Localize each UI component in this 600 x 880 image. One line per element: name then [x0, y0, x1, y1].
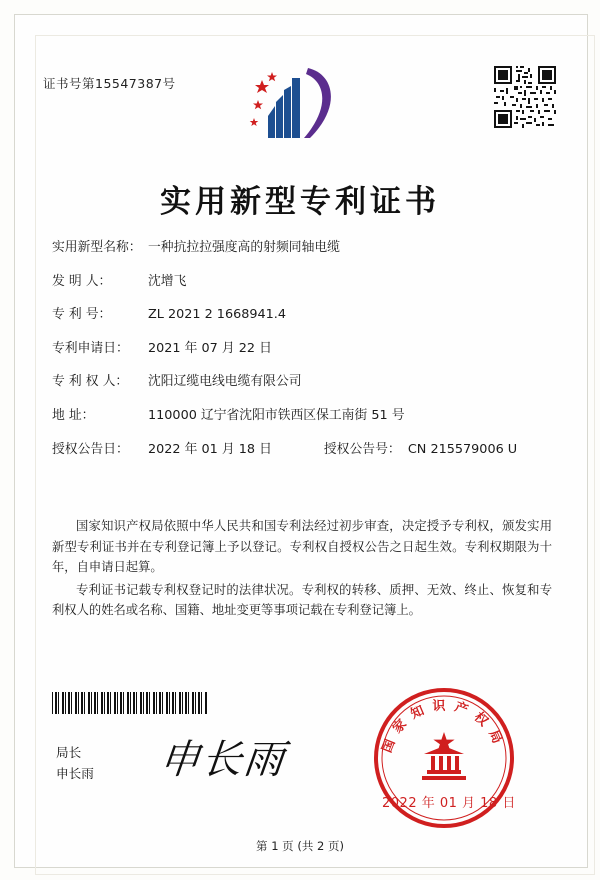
field-label: 发 明 人： [52, 273, 112, 289]
field-value: 沈阳辽缆电线电缆有限公司 [148, 374, 302, 390]
field-row-patentee [52, 374, 552, 390]
publication-no-label: 授权公告号： [323, 441, 401, 457]
field-value: 110000 辽宁省沈阳市铁西区保工南街 51 号 [148, 407, 405, 423]
field-label: 实用新型名称： [52, 240, 142, 255]
grant-date-label: 授权公告日： [52, 441, 129, 457]
director-title [56, 742, 94, 784]
field-label: 专利申请日： [52, 340, 129, 356]
field-label: 专 利 权 人： [52, 374, 129, 390]
field-row-address [52, 408, 552, 424]
director-name: 申长雨 [56, 766, 94, 781]
seal-date: 2022 年 01 月 18 日 [382, 796, 516, 811]
barcode [52, 692, 208, 714]
field-label: 地 址： [52, 407, 95, 423]
field-value: 2021 年 07 月 22 日 [148, 340, 272, 356]
field-label: 专 利 号： [52, 307, 112, 323]
field-list [52, 240, 552, 475]
certificate-number: 证书号第15547387号 [43, 76, 176, 91]
field-row-inventor [52, 274, 552, 290]
field-value: 一种抗拉拉强度高的射频同轴电缆 [148, 240, 340, 255]
svg-text:国家知识产权局: 国家知识产权局 [379, 698, 508, 756]
field-value: ZL 2021 2 1668941.4 [148, 307, 287, 323]
paragraph-1: 国家知识产权局依照中华人民共和国专利法经过初步审查，决定授予专利权，颁发实用新型专利证书并在专利登记簿上予以登记。专利权自授权公告之日起生效。专利权期限为十年，自申请日起算。 [52, 519, 552, 574]
field-value: 沈增飞 [148, 273, 187, 289]
legal-text [52, 516, 552, 623]
cnipa-logo-icon [248, 62, 344, 148]
page-footer: 第 1 页 (共 2 页) [256, 839, 344, 853]
qr-code-icon [494, 66, 556, 128]
director-handwritten-signature: 申长雨 [157, 737, 289, 783]
grant-date-value: 2022 年 01 月 18 日 [148, 441, 272, 457]
director-label: 局长 [56, 745, 82, 760]
page-title: 实用新型专利证书 [160, 184, 440, 220]
field-row-name [52, 240, 552, 256]
field-row-patent-no [52, 307, 552, 323]
field-row-application-date [52, 341, 552, 357]
publication-no-value: CN 215579006 U [407, 441, 518, 457]
field-row-grant [52, 442, 552, 458]
paragraph-2: 专利证书记载专利权登记时的法律状况。专利权的转移、质押、无效、终止、恢复和专利权人的姓名或名称、国籍、地址变更等事项记载在专利登记簿上。 [52, 582, 552, 617]
